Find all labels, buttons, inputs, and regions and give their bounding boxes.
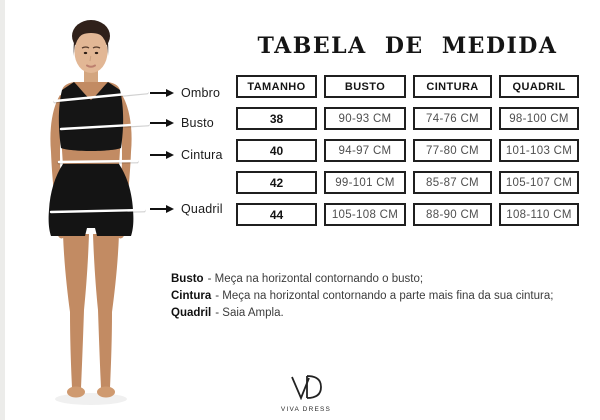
right-arrow-icon [150,150,174,160]
table-header-cell: BUSTO [324,75,406,98]
right-arrow-icon [150,88,174,98]
instruction-term: Cintura [171,290,212,302]
floor-shadow [55,393,127,405]
size-cell: 42 [236,171,317,194]
measure-instructions [171,271,598,322]
size-cell: 40 [236,139,317,162]
shorts [49,164,134,236]
measure-cell: 108-110 CM [499,203,579,226]
instruction-term: Busto [171,273,204,285]
body-label-ombro [150,86,220,100]
instruction-line [171,271,598,288]
brand-name: VIVA DRESS [280,406,332,413]
measure-cell: 105-107 CM [499,171,579,194]
measure-cell: 90-93 CM [324,107,406,130]
table-header-cell: QUADRIL [499,75,579,98]
instruction-term: Quadril [171,307,212,319]
body-label-text: Cintura [181,148,223,162]
instruction-text: - Meça na horizontal contornando o busto; [207,273,424,285]
measure-cell: 99-101 CM [324,171,406,194]
body-label-busto [150,116,214,130]
instruction-text: - Meça na horizontal contornando a parte mais fina da sua cintura; [215,290,554,302]
measure-cell: 98-100 CM [499,107,579,130]
size-cell: 38 [236,107,317,130]
instruction-line [171,305,598,322]
measure-cell: 101-103 CM [499,139,579,162]
measure-cell: 77-80 CM [413,139,492,162]
size-cell: 44 [236,203,317,226]
measure-cell: 94-97 CM [324,139,406,162]
brand-logo [266,374,346,413]
body-label-text: Quadril [181,202,223,216]
body-label-text: Busto [181,116,214,130]
measure-cell: 88-90 CM [413,203,492,226]
measure-cell: 105-108 CM [324,203,406,226]
size-table [236,75,579,226]
vd-monogram-icon [288,374,324,400]
face [74,25,109,73]
measurement-line-waist [59,161,137,162]
instruction-text: - Saia Ampla. [215,307,284,319]
body-label-cintura [150,148,223,162]
measure-cell: 74-76 CM [413,107,492,130]
measure-cell: 85-87 CM [413,171,492,194]
body-label-text: Ombro [181,86,221,100]
legs [63,234,119,398]
table-header-cell: TAMANHO [236,75,317,98]
right-arrow-icon [150,118,174,128]
photo-edge [0,0,5,420]
body-label-quadril [150,202,223,216]
right-arrow-icon [150,204,174,214]
page-title: TABELA DE MEDIDA [257,33,558,59]
table-header-cell: CINTURA [413,75,492,98]
instruction-line [171,288,598,305]
